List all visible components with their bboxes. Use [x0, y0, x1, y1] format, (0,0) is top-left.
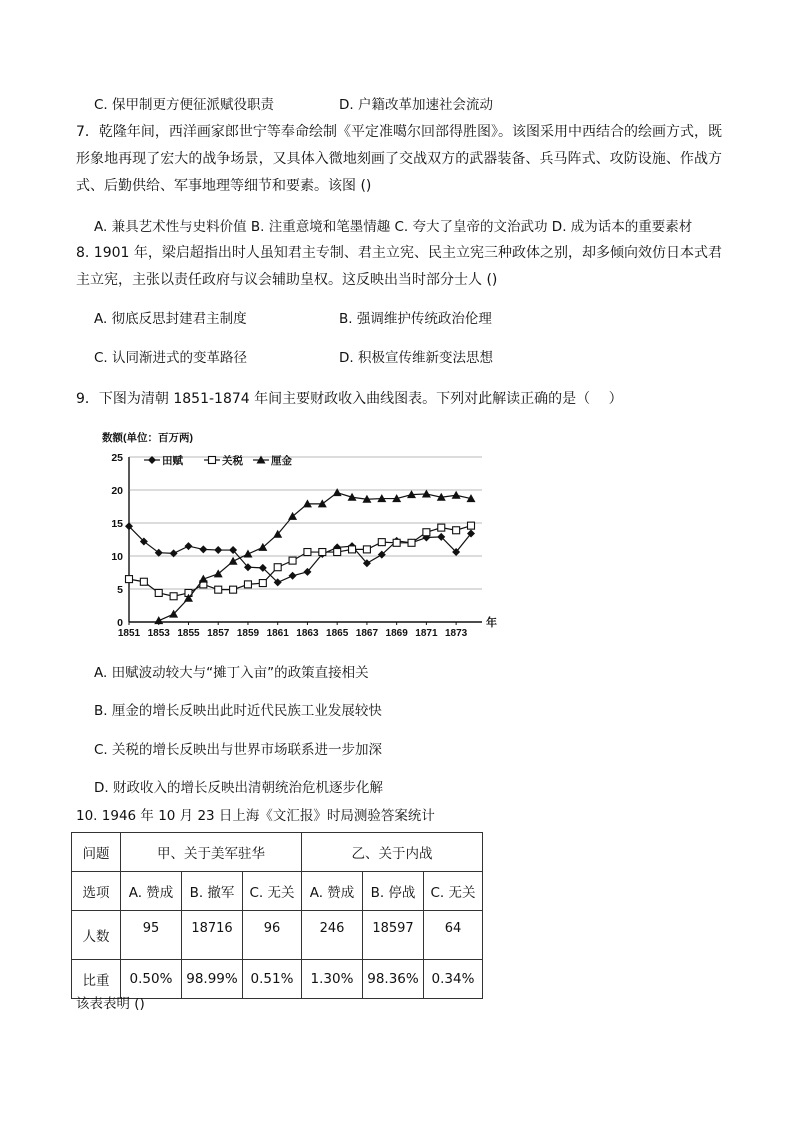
- series-line: [129, 526, 471, 597]
- table-cell: B. 撤军: [182, 872, 243, 911]
- table-cell: 乙、关于内战: [302, 833, 483, 872]
- legend-label: 厘金: [271, 455, 292, 467]
- data-point: [468, 522, 475, 529]
- y-tick-label: 5: [117, 584, 123, 596]
- q7-stem: 7．乾隆年间，西洋画家郎世宁等奉命绘制《平定准噶尔回部得胜图》。该图采用中西结合的绘画方式，既形象地再现了宏大的战争场景，又具体入微地刻画了交战双方的武器装备、兵马阵式、攻防设施、作战方式、后勤供给、军事地理等细节和要素。该图 (): [76, 124, 722, 194]
- x-axis-label: 年: [486, 617, 497, 629]
- data-point: [378, 539, 385, 546]
- q8-option-b: B. 强调维护传统政治伦理: [339, 311, 492, 327]
- table-cell: 问题: [72, 833, 121, 872]
- q8-option-c: C. 认同渐进式的变革路径: [94, 350, 248, 366]
- data-point: [199, 545, 207, 553]
- q8-option-d: D. 积极宣传维新变法思想: [339, 350, 493, 366]
- table-cell: 甲、关于美军驻华: [121, 833, 302, 872]
- y-axis-label: 数额(单位：百万两): [102, 432, 193, 444]
- x-tick-label: 1873: [445, 628, 468, 636]
- data-point: [215, 586, 222, 593]
- x-tick-label: 1867: [355, 628, 379, 636]
- y-tick-label: 0: [117, 617, 123, 629]
- table-cell: 96: [243, 911, 302, 960]
- y-tick-label: 10: [111, 551, 123, 563]
- x-tick-label: 1859: [236, 628, 260, 636]
- q9-stem: 9．下图为清朝 1851-1874 年间主要财政收入曲线图表。下列对此解读正确的是（ ）: [76, 391, 623, 407]
- table-cell: 98.36%: [363, 960, 424, 999]
- revenue-line-chart: [100, 424, 520, 636]
- data-point: [319, 549, 326, 556]
- x-tick-label: 1855: [177, 628, 200, 636]
- x-tick-label: 1861: [266, 628, 289, 636]
- table-row: [72, 872, 483, 911]
- q9-option-b: B. 厘金的增长反映出此时近代民族工业发展较快: [94, 703, 382, 719]
- y-tick-label: 15: [111, 518, 123, 530]
- q9-option-a: A. 田赋波动较大与“摊丁入亩”的政策直接相关: [94, 665, 369, 681]
- y-tick-label: 20: [111, 485, 123, 497]
- q9-option-d: D. 财政收入的增长反映出清朝统治危机逐步化解: [94, 780, 383, 796]
- table-cell: 18716: [182, 911, 243, 960]
- table-cell: 选项: [72, 872, 121, 911]
- table-cell: 18597: [363, 911, 424, 960]
- data-point: [244, 581, 251, 588]
- table-cell: 64: [424, 911, 483, 960]
- survey-table: [71, 832, 483, 999]
- x-tick-label: 1869: [385, 628, 408, 636]
- data-point: [170, 593, 177, 600]
- q9-option-c: C. 关税的增长反映出与世界市场联系进一步加深: [94, 742, 383, 758]
- legend-label: 田赋: [162, 455, 183, 467]
- data-point: [274, 564, 281, 571]
- data-point: [334, 549, 341, 556]
- table-cell: 0.34%: [424, 960, 483, 999]
- series-line: [129, 526, 471, 582]
- data-point: [289, 572, 297, 580]
- x-tick-label: 1853: [147, 628, 170, 636]
- table-cell: 比重: [72, 960, 121, 999]
- x-tick-label: 1865: [326, 628, 349, 636]
- data-point: [229, 557, 238, 565]
- x-tick-label: 1851: [117, 628, 141, 636]
- table-row: [72, 911, 483, 960]
- q6-option-c: C. 保甲制更方便征派赋役职责: [94, 97, 275, 113]
- x-tick-label: 1863: [296, 628, 319, 636]
- data-point: [289, 557, 296, 564]
- data-point: [214, 546, 222, 554]
- q6-option-d: D. 户籍改革加速社会流动: [339, 97, 493, 113]
- data-point: [259, 580, 266, 587]
- data-point: [363, 546, 370, 553]
- table-row: [72, 960, 483, 999]
- data-point: [243, 550, 252, 558]
- q8-stem: 8. 1901 年，梁启超指出时人虽知君主专制、君主立宪、民主立宪三种政体之别，却多倾向效仿日本式君主立宪，主张以责任政府与议会辅助皇权。这反映出当时部分士人 (): [76, 245, 722, 288]
- legend-marker: [209, 457, 216, 464]
- legend-label: 关税: [222, 455, 243, 467]
- x-tick-label: 1871: [415, 628, 438, 636]
- table-cell: A. 赞成: [302, 872, 363, 911]
- data-point: [423, 529, 430, 536]
- table-cell: 0.50%: [121, 960, 182, 999]
- table-cell: 1.30%: [302, 960, 363, 999]
- q10-caption: 10. 1946 年 10 月 23 日上海《文汇报》时局测验答案统计: [76, 808, 435, 824]
- x-tick-label: 1857: [207, 628, 230, 636]
- table-cell: 0.51%: [243, 960, 302, 999]
- data-point: [422, 489, 431, 497]
- data-point: [155, 589, 162, 596]
- data-point: [452, 491, 461, 499]
- table-cell: 95: [121, 911, 182, 960]
- data-point: [230, 586, 237, 593]
- table-cell: A. 赞成: [121, 872, 182, 911]
- data-point: [408, 539, 415, 546]
- data-point: [453, 527, 460, 534]
- table-cell: 246: [302, 911, 363, 960]
- data-point: [349, 546, 356, 553]
- series-line: [159, 493, 471, 621]
- data-point: [304, 549, 311, 556]
- data-point: [438, 524, 445, 531]
- q8-option-a: A. 彻底反思封建君主制度: [94, 311, 247, 327]
- data-point: [333, 488, 342, 496]
- q7-options: A. 兼具艺术性与史料价值 B. 注重意境和笔墨情趣 C. 夸大了皇帝的文治武功 D. 成为话本的重要素材: [94, 219, 693, 235]
- table-cell: C. 无关: [424, 872, 483, 911]
- table-cell: 人数: [72, 911, 121, 960]
- data-point: [393, 539, 400, 546]
- data-point: [154, 616, 163, 624]
- y-tick-label: 25: [111, 452, 123, 464]
- data-point: [184, 542, 192, 550]
- table-cell: B. 停战: [363, 872, 424, 911]
- data-point: [140, 578, 147, 585]
- q10-prompt: 该表表明 (): [76, 996, 145, 1012]
- table-cell: C. 无关: [243, 872, 302, 911]
- table-row: [72, 833, 483, 872]
- data-point: [126, 576, 133, 583]
- table-cell: 98.99%: [182, 960, 243, 999]
